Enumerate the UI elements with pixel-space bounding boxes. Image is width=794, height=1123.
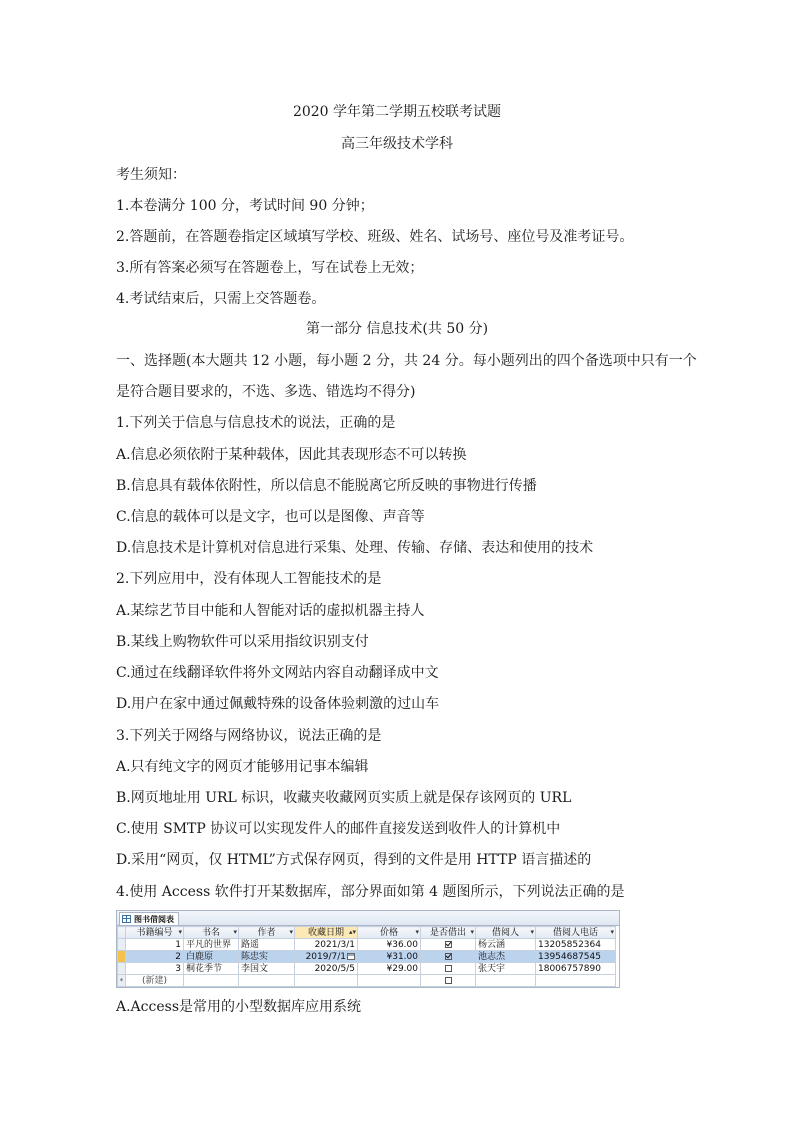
question-stem: 2.下列应用中，没有体现人工智能技术的是	[116, 571, 382, 587]
cell-lent[interactable]	[421, 963, 476, 975]
cell-price[interactable]: ¥31.00	[358, 951, 421, 963]
exam-title: 2020 学年第二学期五校联考试题	[292, 104, 502, 120]
notice-heading: 考生须知：	[116, 167, 186, 183]
cell-price[interactable]: ¥29.00	[358, 963, 421, 975]
notice-item: 4.考试结束后，只需上交答题卷。	[116, 291, 326, 307]
checkbox-checked-icon[interactable]	[445, 941, 452, 948]
column-header[interactable]: 价格 ▾	[358, 927, 421, 939]
cell-lent[interactable]	[421, 951, 476, 963]
access-datasheet	[116, 910, 620, 988]
cell-title[interactable]: 平凡的世界	[184, 939, 239, 951]
select-all-cell[interactable]	[118, 927, 126, 939]
cell-lent[interactable]	[421, 975, 476, 987]
datasheet-grid	[117, 926, 616, 987]
cell-borrower[interactable]: 杨云涵	[476, 939, 536, 951]
checkbox-unchecked-icon[interactable]	[445, 977, 452, 984]
cell-title[interactable]	[184, 975, 239, 987]
cell-author[interactable]: 陈忠实	[239, 951, 295, 963]
notice-item: 3.所有答案必须写在答题卷上，写在试卷上无效；	[116, 260, 424, 276]
question-option: C.信息的载体可以是文字，也可以是图像、声音等	[116, 509, 425, 525]
question-stem: 4.使用 Access 软件打开某数据库，部分界面如第 4 题图所示，下列说法正确的是	[116, 884, 625, 900]
sort-ascending-icon[interactable]: ▴▾	[348, 928, 356, 936]
column-header[interactable]: 书籍编号 ▾	[126, 927, 184, 939]
cell-borrower[interactable]	[476, 975, 536, 987]
dropdown-arrow-icon[interactable]: ▾	[530, 928, 534, 936]
cell-date[interactable]: 2019/7/1	[295, 951, 358, 963]
new-record-row[interactable]	[118, 975, 616, 987]
section-instructions: 一、选择题(本大题共 12 小题，每小题 2 分，共 24 分。每小题列出的四个备选项中只有一个	[116, 353, 697, 369]
cell-id[interactable]: 1	[126, 939, 184, 951]
section-instructions-cont: 是符合题目要求的，不选、多选、错选均不得分)	[116, 384, 416, 400]
column-header[interactable]: 借阅人 ▾	[476, 927, 536, 939]
table-row[interactable]	[118, 963, 616, 975]
table-row[interactable]	[118, 939, 616, 951]
part-title: 第一部分 信息技术(共 50 分)	[305, 321, 489, 337]
exam-subtitle: 高三年级技术学科	[341, 136, 453, 152]
cell-phone[interactable]: 13205852364	[536, 939, 616, 951]
question-option: A.信息必须依附于某种载体，因此其表现形态不可以转换	[116, 447, 467, 463]
cell-title[interactable]: 白鹿原	[184, 951, 239, 963]
column-header[interactable]: 收藏日期 ▴▾	[295, 927, 358, 939]
question-option: B.网页地址用 URL 标识，收藏夹收藏网页实质上就是保存该网页的 URL	[116, 790, 572, 806]
cell-borrower[interactable]: 池志杰	[476, 951, 536, 963]
cell-phone[interactable]	[536, 975, 616, 987]
cell-author[interactable]	[239, 975, 295, 987]
cell-date[interactable]: 2021/3/1	[295, 939, 358, 951]
question-stem: 1.下列关于信息与信息技术的说法，正确的是	[116, 415, 396, 431]
row-selector-current[interactable]	[118, 951, 126, 963]
cell-price[interactable]: ¥36.00	[358, 939, 421, 951]
column-header[interactable]: 是否借出 ▾	[421, 927, 476, 939]
calendar-picker-icon[interactable]	[347, 953, 355, 960]
column-header[interactable]: 作者 ▾	[239, 927, 295, 939]
table-row-current[interactable]	[118, 951, 616, 963]
question-option: A.只有纯文字的网页才能够用记事本编辑	[116, 759, 369, 775]
row-selector[interactable]	[118, 939, 126, 951]
cell-borrower[interactable]: 张天宇	[476, 963, 536, 975]
cell-title[interactable]: 桐花季节	[184, 963, 239, 975]
question-stem: 3.下列关于网络与网络协议，说法正确的是	[116, 728, 382, 744]
cell-author[interactable]: 李国文	[239, 963, 295, 975]
question-option: C.使用 SMTP 协议可以实现发件人的邮件直接发送到收件人的计算机中	[116, 821, 561, 837]
cell-lent[interactable]	[421, 939, 476, 951]
dropdown-arrow-icon[interactable]: ▾	[415, 928, 419, 936]
datasheet-tab-bar	[117, 911, 619, 926]
cell-phone[interactable]: 13954687545	[536, 951, 616, 963]
dropdown-arrow-icon[interactable]: ▾	[610, 928, 614, 936]
column-header[interactable]: 借阅人电话 ▾	[536, 927, 616, 939]
notice-item: 2.答题前，在答题卷指定区域填写学校、班级、姓名、试场号、座位号及准考证号。	[116, 229, 634, 245]
checkbox-checked-icon[interactable]	[445, 953, 452, 960]
question-option: D.用户在家中通过佩戴特殊的设备体验刺激的过山车	[116, 696, 440, 712]
question-option: A.某综艺节目中能和人智能对话的虚拟机器主持人	[116, 603, 425, 619]
question-option: D.采用“网页，仅 HTML”方式保存网页，得到的文件是用 HTTP 语言描述的	[116, 852, 592, 868]
new-record-selector[interactable]: *	[118, 975, 126, 987]
question-option: B.信息具有载体依附性，所以信息不能脱离它所反映的事物进行传播	[116, 478, 537, 494]
column-header-row	[118, 927, 616, 939]
column-header[interactable]: 书名 ▾	[184, 927, 239, 939]
dropdown-arrow-icon[interactable]: ▾	[470, 928, 474, 936]
cell-date[interactable]: 2020/5/5	[295, 963, 358, 975]
question-option: C.通过在线翻译软件将外文网站内容自动翻译成中文	[116, 665, 439, 681]
question-option: D.信息技术是计算机对信息进行采集、处理、传输、存储、表达和使用的技术	[116, 540, 594, 556]
cell-date[interactable]	[295, 975, 358, 987]
question-option: A.Access是常用的小型数据库应用系统	[116, 999, 362, 1015]
cell-id[interactable]: (新建)	[126, 975, 184, 987]
cell-phone[interactable]: 18006757890	[536, 963, 616, 975]
cell-author[interactable]: 路遥	[239, 939, 295, 951]
dropdown-arrow-icon[interactable]: ▾	[289, 928, 293, 936]
row-selector[interactable]	[118, 963, 126, 975]
table-icon	[122, 915, 131, 923]
dropdown-arrow-icon[interactable]: ▾	[178, 928, 182, 936]
checkbox-unchecked-icon[interactable]	[445, 965, 452, 972]
notice-item: 1.本卷满分 100 分，考试时间 90 分钟；	[116, 198, 374, 214]
question-option: B.某线上购物软件可以采用指纹识别支付	[116, 634, 369, 650]
cell-id[interactable]: 2	[126, 951, 184, 963]
dropdown-arrow-icon[interactable]: ▾	[233, 928, 237, 936]
cell-price[interactable]	[358, 975, 421, 987]
datasheet-tab[interactable]	[119, 912, 179, 925]
cell-id[interactable]: 3	[126, 963, 184, 975]
datasheet-tab-label: 图书借阅表	[134, 914, 174, 924]
